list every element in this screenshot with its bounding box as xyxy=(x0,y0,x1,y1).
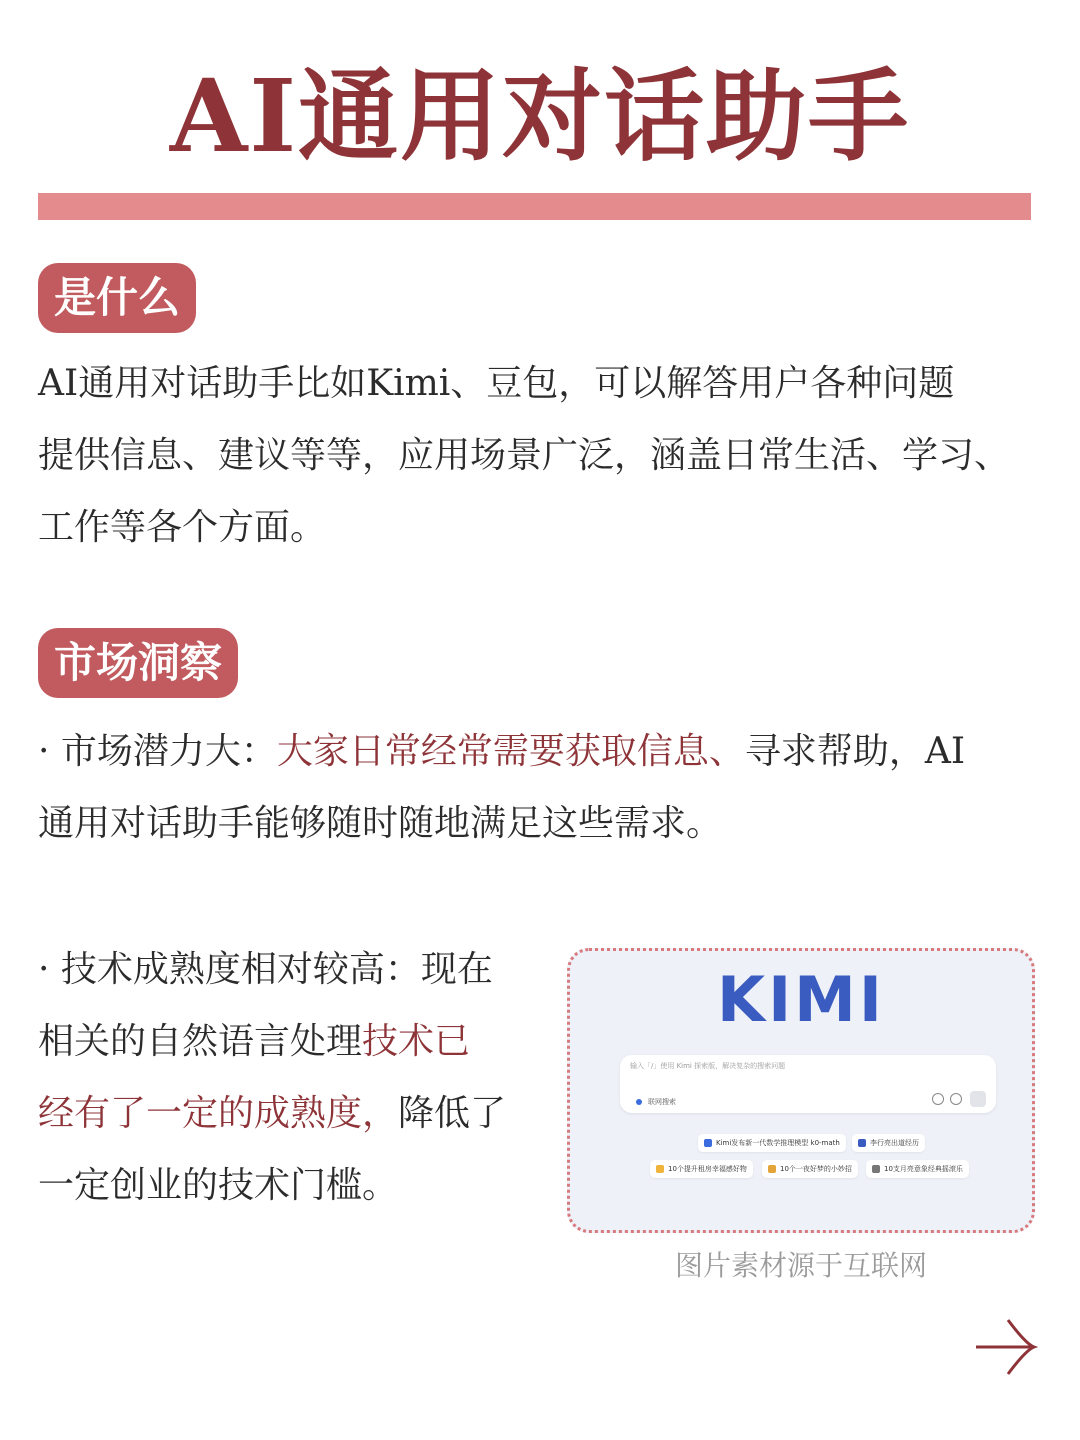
music-note-icon xyxy=(858,1139,866,1147)
kimi-web-search-label: 联网搜索 xyxy=(648,1098,676,1106)
section-tag-market: 市场洞察 xyxy=(38,628,238,698)
point2-line3-highlight: 经有了一定的成熟度， xyxy=(38,1093,399,1134)
point2-line-3 xyxy=(38,1078,568,1150)
kimi-cube-icon xyxy=(932,1093,944,1105)
title-underline-bar xyxy=(38,193,1031,220)
kimi-suggestion-chip xyxy=(866,1160,969,1178)
kimi-chip-label: 10支月亮意象经典摇滚乐 xyxy=(884,1165,963,1173)
kimi-suggestion-chip xyxy=(650,1160,753,1178)
kimi-chip-label: Kimi发布新一代数学推理模型 k0-math xyxy=(716,1139,840,1147)
point1-highlight: 大家日常经常需要获取信息、 xyxy=(276,731,745,772)
section-tag-what: 是什么 xyxy=(38,263,196,333)
kimi-chip-label: 10个提升租房幸福感好物 xyxy=(668,1165,747,1173)
kimi-chip-icon xyxy=(872,1165,880,1173)
point2-line-4: 一定创业的技术门槛。 xyxy=(38,1165,399,1206)
point1-suffix: 寻求帮助，AI xyxy=(744,731,966,772)
kimi-attach-icon xyxy=(950,1093,962,1105)
point1-line-1 xyxy=(38,716,1048,788)
kimi-chip-icon xyxy=(656,1165,664,1173)
point2-line3-plain: 降低了 xyxy=(398,1093,507,1134)
kimi-search-placeholder: 输入「/」使用 Kimi 探索版，解决复杂的搜索问题 xyxy=(630,1062,786,1070)
section-what-text xyxy=(38,348,1048,564)
kimi-chip-icon xyxy=(704,1139,712,1147)
market-point-1 xyxy=(38,716,1048,860)
kimi-screenshot xyxy=(567,948,1035,1233)
point2-line-1: · 技术成熟度相对较高：现在 xyxy=(38,949,493,990)
kimi-suggestion-chip xyxy=(762,1160,858,1178)
kimi-chip-label: 10个一夜好梦的小妙招 xyxy=(780,1165,852,1173)
image-source-caption: 图片素材源于互联网 xyxy=(674,1249,927,1282)
point1-line-2: 通用对话助手能够随时随地满足这些需求。 xyxy=(38,803,723,844)
arrow-right-icon[interactable] xyxy=(970,1312,1040,1382)
point2-line-2 xyxy=(38,1006,568,1078)
kimi-chip-label: 李行亮出道经历 xyxy=(870,1139,919,1147)
kimi-suggestion-chip xyxy=(698,1134,846,1152)
kimi-chip-icon xyxy=(768,1165,776,1173)
kimi-logo: KIMI xyxy=(717,963,885,1036)
point2-line2-plain: 相关的自然语言处理 xyxy=(38,1021,363,1062)
point1-prefix: · 市场潜力大： xyxy=(38,731,277,772)
page-title: AI通用对话助手 xyxy=(169,57,911,175)
kimi-search-box xyxy=(620,1055,996,1113)
market-point-2 xyxy=(38,934,568,1222)
kimi-web-search-toggle xyxy=(636,1097,676,1107)
toggle-dot-icon xyxy=(636,1099,642,1105)
kimi-send-icon xyxy=(970,1091,986,1107)
kimi-suggestion-chip xyxy=(852,1134,925,1152)
what-line-1: AI通用对话助手比如Kimi、豆包，可以解答用户各种问题 xyxy=(38,363,955,404)
what-line-3: 工作等各个方面。 xyxy=(38,507,327,548)
what-line-2: 提供信息、建议等等，应用场景广泛，涵盖日常生活、学习、 xyxy=(38,435,1011,476)
point2-line2-highlight: 技术已 xyxy=(362,1021,471,1062)
